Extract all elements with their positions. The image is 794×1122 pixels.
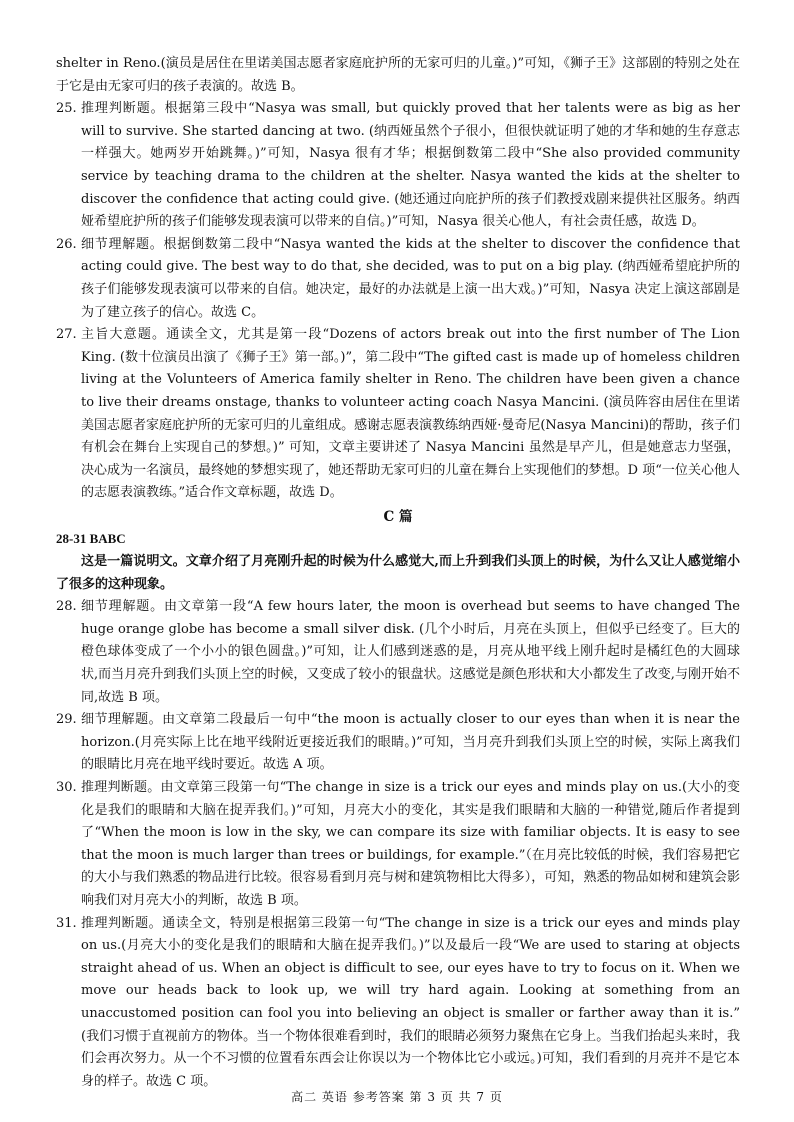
answer-item-25 xyxy=(56,98,740,234)
item-explanation: 细节理解题。由文章第二段最后一句中“the moon is actually closer to our eyes than when it is near the horizon.(月亮实际上比在地平线附近更接近我们的眼睛。)”可知，当月亮升到我们头顶上空的时候，实际上离我们的眼睛比月亮在地平线时要近。故选 A 项。 xyxy=(81,712,740,773)
answer-item-26 xyxy=(56,234,740,324)
answers-line: 28-31 BABC xyxy=(56,531,126,547)
item-number: 27. xyxy=(56,327,77,343)
item-explanation: 主旨大意题。通读全文，尤其是第一段“Dozens of actors break out into the first number of The Lion King. (数十位演员出演了《狮子王》第一部。)”，第二段中“The gifted cast is made up of homeless children living at the Volunteers of America family shelter in Reno. The children have been given a chance to live their dreams onstage, thanks to volunteer acting coach Nasya Mancini. (演员阵容由居住在里诺美国志愿者家庭庇护所的无家可归的儿童组成。感谢志愿表演教练纳西娅·曼奇尼(Nasya Mancini)的帮助，孩子们有机会在舞台上实现自己的梦想。)” 可知，文章主要讲述了 Nasya Mancini 虽然是早产儿，但是她意志力坚强，决心成为一名演员，最终她的梦想实现了，她还帮助无家可归的儿童在舞台上实现他们的梦想。D 项“一位关心他人的志愿表演教练。”适合作文章标题，故选 D。 xyxy=(81,327,740,501)
item-number: 26. xyxy=(56,236,77,252)
item-explanation: 细节理解题。由文章第一段“A few hours later, the moon is overhead but seems to have changed The huge orange globe has become a small silver disk. (几个小时后，月亮在头顶上，但似乎已经变了。巨大的橙色球体变成了一个小小的银色圆盘。)”可知，让人们感到迷惑的是，月亮从地平线上刚升起时是橘红色的大圆球状,而当月亮升到我们头顶上空的时候，又变成了较小的银盘状。这感觉是颜色形状和大小都发生了改变,与刚开始不同,故选 B 项。 xyxy=(81,599,740,705)
item-explanation: 细节理解题。根据倒数第二段中“Nasya wanted the kids at the shelter to discover the confidence that acting could give. The best way to do that, she decided, was to put on a big play. (纳西娅希望庇护所的孩子们能够发现表演可以带来的自信。她决定，最好的办法就是上演一出大戏。)”可知，Nasya 决定上演这部剧是为了建立孩子的信心。故选 C。 xyxy=(81,236,740,320)
item-number: 31. xyxy=(56,915,77,931)
answer-item-30 xyxy=(56,777,740,913)
item-number: 30. xyxy=(56,780,77,795)
page-footer: 高二 英语 参考答案 第 3 页 共 7 页 xyxy=(291,1090,503,1104)
item-number: 28. xyxy=(56,599,77,615)
answer-item-31 xyxy=(56,913,740,1094)
continued-answer-24: shelter in Reno.(演员是居住在里诺美国志愿者家庭庇护所的无家可归的儿童。)”可知，《狮子王》这部剧的特别之处在于它是由无家可归的孩子表演的。故选 B。 xyxy=(56,56,740,94)
section-title: C 篇 xyxy=(383,508,413,525)
item-explanation: 推理判断题。根据第三段中“Nasya was small, but quickly proved that her talents were as big as her will to survive. She started dancing at two. (纳西娅虽然个子很小，但很快就证明了她的才华和她的生存意志一样强大。她两岁开始跳舞。)”可知，Nasya 很有才华；根据倒数第二段中“She also provided community service by teaching drama to the children at the shelter. Nasya wanted the kids at the shelter to discover the confidence that acting could give. (她还通过向庇护所的孩子们教授戏剧来提供社区服务。纳西娅希望庇护所的孩子们能够发现表演可以带来的自信。)”可知，Nasya 很关心他人，有社会责任感，故选 D。 xyxy=(81,101,740,230)
answer-item-28 xyxy=(56,596,740,709)
passage-summary: 这是一篇说明文。文章介绍了月亮刚升起的时候为什么感觉大,而上升到我们头顶上的时候，为什么又让人感觉缩小了很多的这种现象。 xyxy=(56,554,740,592)
page-content xyxy=(56,53,740,1093)
item-explanation: 推理判断题。由文章第三段第一句“The change in size is a trick our eyes and minds play on us.(大小的变化是我们的眼睛和大脑在捉弄我们。)”可知，月亮大小的变化，其实是我们眼睛和大脑的一种错觉,随后作者提到了“When the moon is low in the sky, we can compare its size with familiar objects. It is easy to see that the moon is much larger than trees or buildings, for example.”（在月亮比较低的时候，我们容易把它的大小与我们熟悉的物品进行比较。很容易看到月亮与树和建筑物相比大得多），可知，熟悉的物品如树和建筑会影响我们对月亮大小的判断，故选 B 项。 xyxy=(81,780,740,908)
item-number: 29. xyxy=(56,712,77,728)
answer-item-27 xyxy=(56,324,740,505)
answer-item-29 xyxy=(56,709,740,777)
item-number: 25. xyxy=(56,101,77,117)
item-explanation: 推理判断题。通读全文，特别是根据第三段第一句“The change in size is a trick our eyes and minds play on us.(月亮大小的变化是我们的眼睛和大脑在捉弄我们。)”以及最后一段“We are used to staring at objects straight ahead of us. When an object is difficult to see, our eyes have to try to focus on it. When we move our heads back to look up, we will try hard again. Looking at something from an unaccustomed position can fool you into believing an object is smaller or farther away than it is.” (我们习惯于直视前方的物体。当一个物体很难看到时，我们的眼睛必须努力聚焦在它身上。当我们抬起头来时，我们会再次努力。从一个不习惯的位置看东西会让你误以为一个物体比它小或远。)可知，我们看到的月亮并不是它本身的样子。故选 C 项。 xyxy=(81,915,740,1089)
